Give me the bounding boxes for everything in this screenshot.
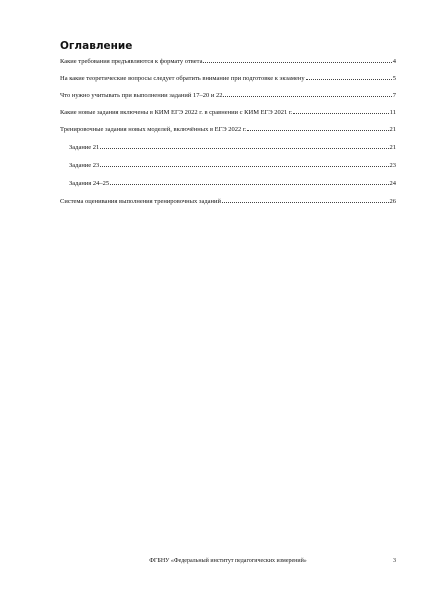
- toc-subentry[interactable]: [60, 179, 396, 187]
- dot-leader: [223, 91, 391, 97]
- toc-entry-label: Задания 24–25: [69, 180, 110, 187]
- dot-leader: [247, 125, 388, 131]
- dot-leader: [203, 57, 391, 63]
- dot-leader: [222, 197, 389, 203]
- dot-leader: [110, 179, 388, 185]
- table-of-contents: [60, 55, 396, 205]
- toc-entry-label: На какие теоретические вопросы следует обратить внимание при подготовке к экзамену: [60, 75, 305, 82]
- toc-entry-label: Задание 23: [69, 162, 100, 169]
- toc-entry[interactable]: [60, 57, 396, 65]
- toc-entry[interactable]: [60, 74, 396, 82]
- toc-entry-page: 24: [389, 180, 396, 187]
- toc-heading: Оглавление: [60, 40, 133, 52]
- dot-leader: [100, 143, 388, 149]
- toc-subentry[interactable]: [60, 161, 396, 169]
- toc-entry-label: Система оценивания выполнения тренировочных заданий: [60, 198, 221, 205]
- toc-entry-label: Какие требования предъявляются к формату ответа: [60, 58, 203, 65]
- toc-entry-page: 21: [389, 126, 396, 133]
- toc-subentry[interactable]: [60, 143, 396, 151]
- toc-entry-page: 5: [392, 75, 396, 82]
- toc-entry-label: Тренировочные задания новых моделей, включённых в ЕГЭ 2022 г.: [60, 126, 247, 133]
- toc-entry-label: Какие новые задания включены в КИМ ЕГЭ 2022 г. в сравнении с КИМ ЕГЭ 2021 г.: [60, 109, 293, 116]
- toc-entry-page: 23: [389, 162, 396, 169]
- toc-entry-page: 21: [389, 144, 396, 151]
- toc-entry[interactable]: [60, 108, 396, 116]
- footer-page-number: 3: [393, 558, 396, 564]
- toc-entry-page: 4: [392, 58, 396, 65]
- footer-organization: ФГБНУ «Федеральный институт педагогических измерений»: [149, 558, 307, 564]
- toc-entry-page: 7: [392, 92, 396, 99]
- dot-leader: [100, 161, 388, 167]
- toc-entry-label: Что нужно учитывать при выполнении заданий 17–20 и 22: [60, 92, 223, 99]
- toc-entry[interactable]: [60, 91, 396, 99]
- dot-leader: [306, 74, 392, 80]
- dot-leader: [293, 108, 388, 114]
- toc-entry[interactable]: [60, 125, 396, 133]
- toc-entry[interactable]: [60, 197, 396, 205]
- toc-entry-label: Задание 21: [69, 144, 100, 151]
- toc-entry-page: 26: [389, 198, 396, 205]
- toc-entry-page: 11: [389, 109, 396, 116]
